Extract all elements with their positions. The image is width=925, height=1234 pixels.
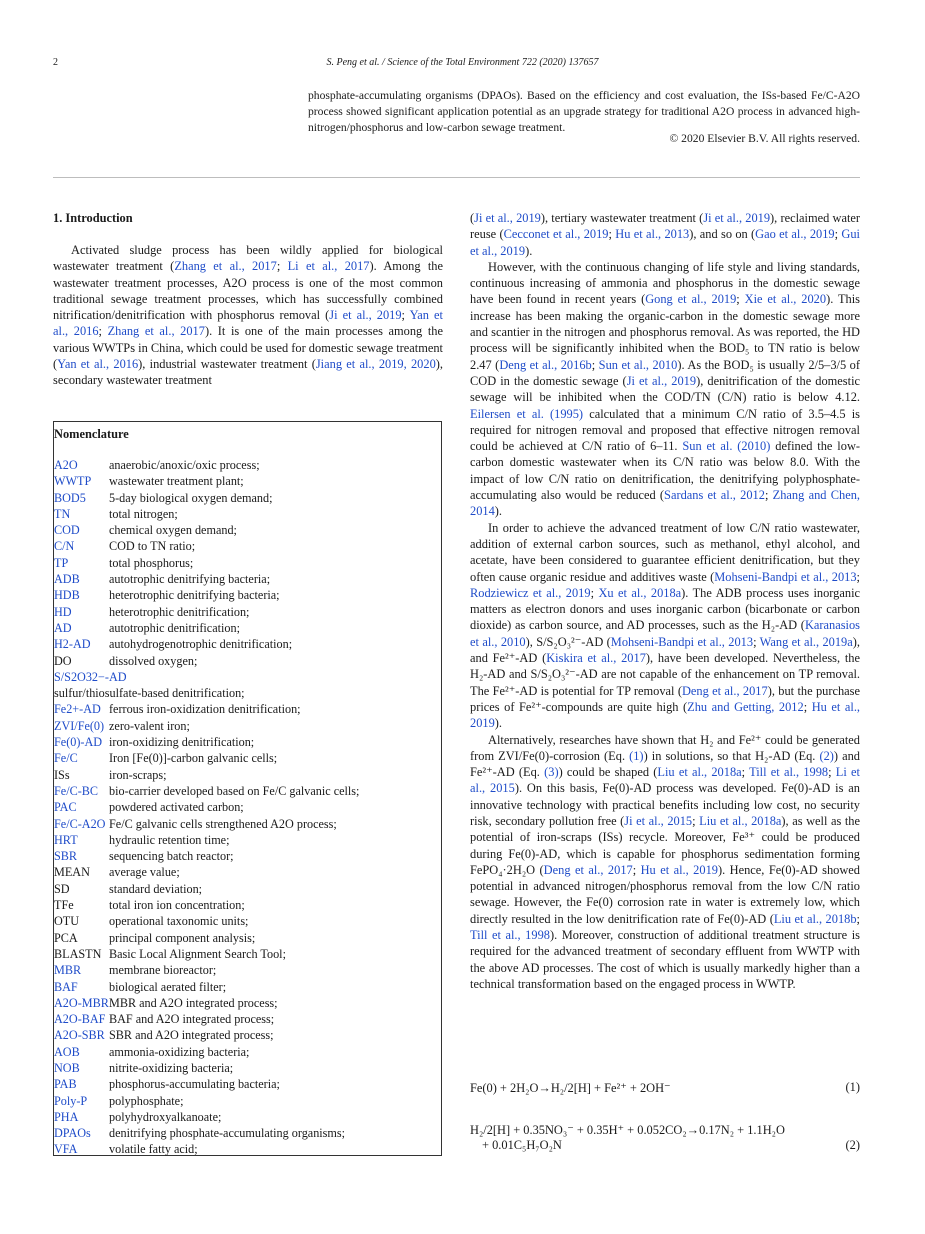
nomenclature-row xyxy=(54,1076,442,1092)
nomenclature-row xyxy=(54,653,442,669)
citation-link[interactable]: Gao et al., 2019 xyxy=(755,227,835,242)
nomenclature-row xyxy=(54,930,442,946)
nomenclature-abbr[interactable]: A2O-SBR xyxy=(54,1028,105,1043)
citation-link[interactable]: Zhang and Chen, 2014 xyxy=(470,488,860,519)
citation-link[interactable]: Mohseni-Bandpi et al., 2013 xyxy=(610,634,754,649)
nomenclature-definition: sulfur/thiosulfate-based denitrification; xyxy=(54,686,245,701)
intro-paragraph xyxy=(53,242,443,389)
citation-link[interactable]: Zhang et al., 2017 xyxy=(107,324,205,339)
nomenclature-abbr: BLASTN xyxy=(54,946,102,961)
nomenclature-row xyxy=(54,767,442,783)
citation-link[interactable]: Kiskira et al., 2017 xyxy=(546,651,646,666)
citation-link[interactable]: Hu et al., 2019 xyxy=(640,862,718,877)
nomenclature-definition: SBR and A2O integrated process; xyxy=(109,1028,274,1043)
body-text: calculated that a minimum C/N ratio of 3.5–4.5 is required for nitrogen removal and proposed that effective nitrogen removal could be achieved at C/N ratio of 6–11. xyxy=(470,406,861,454)
nomenclature-row xyxy=(54,636,442,652)
citation-link[interactable]: (1) xyxy=(629,748,644,763)
nomenclature-row xyxy=(54,979,442,995)
nomenclature-definition: Fe/C galvanic cells strengthened A2O process; xyxy=(109,816,337,831)
citation-link[interactable]: Yan et al., 2016 xyxy=(53,308,443,339)
citation-link[interactable]: Cecconet et al., 2019 xyxy=(503,227,609,242)
citation-link[interactable]: Jiang et al., 2019, 2020 xyxy=(315,357,436,372)
nomenclature-abbr[interactable]: Fe/C xyxy=(54,751,78,766)
nomenclature-definition: operational taxonomic units; xyxy=(109,914,249,929)
left-column xyxy=(53,242,443,389)
nomenclature-definition: powdered activated carbon; xyxy=(109,800,244,815)
body-text: ), and Fe²⁺-AD ( xyxy=(470,634,860,666)
body-text: ) could be shaped ( xyxy=(558,765,658,780)
body-text: ). xyxy=(494,716,503,731)
nomenclature-definition: average value; xyxy=(109,865,180,880)
citation-link[interactable]: Hu et al., 2019 xyxy=(470,699,861,731)
nomenclature-definition: principal component analysis; xyxy=(109,930,256,945)
nomenclature-abbr: TFe xyxy=(54,898,74,913)
citation-link[interactable]: Eilersen et al. (1995) xyxy=(470,406,584,421)
nomenclature-row xyxy=(54,913,442,929)
body-text: ), secondary wastewater treatment xyxy=(53,357,443,388)
citation-link[interactable]: Ji et al., 2019 xyxy=(329,308,402,323)
nomenclature-definition: MBR and A2O integrated process; xyxy=(109,995,278,1010)
citation-link[interactable]: Deng et al., 2017 xyxy=(681,683,768,698)
citation-link[interactable]: Ji et al., 2019 xyxy=(626,373,697,388)
nomenclature-row xyxy=(54,848,442,864)
nomenclature-row xyxy=(54,506,442,522)
nomenclature-definition: Iron [Fe(0)]-carbon galvanic cells; xyxy=(109,751,278,766)
nomenclature-abbr[interactable]: C/N xyxy=(54,539,75,554)
right-column xyxy=(470,210,860,992)
body-text: ; xyxy=(828,765,836,780)
body-text: ). As the BOD₅ is usually 2/5–3/5 of COD in the domestic sewage ( xyxy=(470,357,861,388)
body-text: ), have been developed. Nevertheless, the H₂-AD and S/S₂O₃²⁻-AD are not capable of the enhancement on TP removal. The Fe²⁺-AD is potential for TP removal ( xyxy=(470,651,860,698)
section-heading: 1. Introduction xyxy=(53,211,133,225)
page-number: 2 xyxy=(53,57,58,68)
citation-link[interactable]: Sardans et al., 2012 xyxy=(664,488,765,503)
nomenclature-definition: polyphosphate; xyxy=(109,1093,184,1108)
body-paragraph xyxy=(470,520,860,732)
body-text: ). On this basis, Fe(0)-AD process was developed. Fe(0)-AD is an innovative technology with practical benefits including low cost, no security risk, secondary pollution free ( xyxy=(470,781,860,828)
body-text: ). Moreover, construction of additional treatment structure is required for the advanced treatment of secondary effluent from WWTP with the above AD processes. The cost of which is usually markedly higher than a technical transformation based on the engaged process in WWTP. xyxy=(470,928,860,991)
body-text: ), reclaimed water reuse ( xyxy=(470,211,861,242)
nomenclature-abbr[interactable]: BOD5 xyxy=(54,490,86,505)
citation-link[interactable]: Liu et al., 2018a xyxy=(657,765,742,780)
nomenclature-row xyxy=(54,734,442,750)
body-paragraph: (Ji et al., 2019), tertiary wastewater treatment (Ji et al., 2019), reclaimed water reuse (Cecconet et al., 2019; Hu et al., 2013), and so on (Gao et al., 2019; Gui et al., 2019). xyxy=(470,211,861,258)
citation-link[interactable]: Gui et al., 2019 xyxy=(470,227,860,258)
body-text: Activated sludge process has been wildly applied for biological wastewater treatment ( xyxy=(53,243,443,274)
nomenclature-row xyxy=(54,1141,442,1157)
nomenclature-abbr: DO xyxy=(54,653,72,668)
nomenclature-definition: Basic Local Alignment Search Tool; xyxy=(109,946,286,961)
nomenclature-row xyxy=(54,538,442,554)
nomenclature-abbr[interactable]: TN xyxy=(54,506,71,521)
nomenclature-abbr[interactable]: HD xyxy=(54,604,72,619)
citation-link[interactable]: Till et al., 1998 xyxy=(470,928,550,943)
body-text: ; xyxy=(591,357,599,372)
nomenclature-row xyxy=(54,1109,442,1125)
citation-link[interactable]: Ji et al., 2019 xyxy=(474,211,541,225)
citation-link[interactable]: (3) xyxy=(544,765,559,780)
nomenclature-definition: bio-carrier developed based on Fe/C galvanic cells; xyxy=(109,783,360,798)
body-text: ), S/S₂O₃²⁻-AD ( xyxy=(525,634,611,649)
nomenclature-abbr[interactable]: MBR xyxy=(54,963,82,978)
nomenclature-abbr[interactable]: H2-AD xyxy=(54,637,91,652)
citation-link[interactable]: Li et al., 2015 xyxy=(470,765,860,796)
nomenclature-row xyxy=(54,1027,442,1043)
equation-2 xyxy=(470,1122,860,1153)
citation-link[interactable]: Till et al., 1998 xyxy=(749,765,829,780)
body-text: ; xyxy=(764,488,773,503)
body-text: ) and Fe²⁺-AD (Eq. xyxy=(470,748,860,780)
citation-link[interactable]: Liu et al., 2018a xyxy=(699,813,782,828)
body-text: In order to achieve the advanced treatment of low C/N ratio wastewater, addition of external carbon sources, such as methanol, ethyl alcohol, and acetate, have been considered to guarantee efficient denitrification, but they often cause organic residue and additives waste ( xyxy=(470,520,860,584)
nomenclature-definition: membrane bioreactor; xyxy=(109,963,217,978)
nomenclature-row xyxy=(54,604,442,620)
citation-link[interactable]: Rodziewicz et al., 2019 xyxy=(470,585,591,600)
nomenclature-definition: hydraulic retention time; xyxy=(109,832,230,847)
nomenclature-abbr[interactable]: HDB xyxy=(54,588,80,603)
nomenclature-definition: chemical oxygen demand; xyxy=(109,523,237,538)
equation-1-number: (1) xyxy=(845,1080,860,1094)
nomenclature-row xyxy=(54,701,442,717)
body-text: ; xyxy=(276,259,288,274)
nomenclature-abbr[interactable]: A2O xyxy=(54,458,78,472)
nomenclature-abbr[interactable]: DPAOs xyxy=(54,1126,91,1141)
nomenclature-list xyxy=(54,457,442,1158)
nomenclature-row xyxy=(54,522,442,538)
citation-link[interactable]: Deng et al., 2016b xyxy=(499,357,592,372)
nomenclature-abbr[interactable]: AD xyxy=(54,620,72,635)
body-text: ). The ADB process uses inorganic matters as electron donors and uses inorganic carbon (bicarbonate or carbon dioxide) as carbon source, and AD processes, such as the H₂-AD ( xyxy=(470,585,861,633)
citation-link[interactable]: Mohseni-Bandpi et al., 2013 xyxy=(714,569,857,584)
nomenclature-row xyxy=(54,816,442,832)
nomenclature-definition: heterotrophic denitrifying bacteria; xyxy=(109,588,280,603)
body-text: ; xyxy=(632,862,641,877)
nomenclature-abbr[interactable]: ZVI/Fe(0) xyxy=(54,718,105,733)
nomenclature-row xyxy=(54,1093,442,1109)
nomenclature-row xyxy=(54,473,442,489)
nomenclature-definition: ammonia-oxidizing bacteria; xyxy=(109,1044,250,1059)
body-text: ) in solutions, so that H₂-AD (Eq. xyxy=(643,748,820,763)
nomenclature-abbr[interactable]: AOB xyxy=(54,1044,80,1059)
citation-link[interactable]: Sun et al. (2010) xyxy=(682,439,771,454)
nomenclature-row xyxy=(54,669,442,702)
nomenclature-row xyxy=(54,832,442,848)
abstract-tail: phosphate-accumulating organisms (DPAOs). Based on the efficiency and cost evaluation, the ISs-based Fe/C-A2O process showed significant application potential as an upgrade strategy for traditional A2O process in advanced high-nitrogen/phosphorus and low-carbon sewage treatment. xyxy=(308,89,860,135)
nomenclature-definition: nitrite-oxidizing bacteria; xyxy=(109,1060,234,1075)
nomenclature-row xyxy=(54,1125,442,1141)
body-text: ). xyxy=(525,243,533,258)
citation-link[interactable]: Deng et al., 2017 xyxy=(543,862,633,877)
nomenclature-definition: biological aerated filter; xyxy=(109,979,227,994)
equation-2-continuation: + 0.01C₅H₇O₂N xyxy=(482,1138,562,1152)
body-text: ), but the purchase prices of Fe²⁺-compounds are quite high ( xyxy=(470,683,860,714)
nomenclature-definition: dissolved oxygen; xyxy=(109,653,198,668)
citation-link[interactable]: Ji et al., 2015 xyxy=(624,813,693,828)
body-text: ; xyxy=(753,634,760,649)
nomenclature-row xyxy=(54,783,442,799)
nomenclature-definition: total phosphorus; xyxy=(109,555,194,570)
body-text: ; xyxy=(856,911,860,926)
nomenclature-row xyxy=(54,620,442,636)
citation-link[interactable]: Yan et al., 2016 xyxy=(57,357,139,372)
nomenclature-definition: volatile fatty acid; xyxy=(109,1142,198,1157)
body-text: ), as well as the potential of iron-scraps (ISs) recycle. Moreover, Fe³⁺ could be produced during Fe(0)-AD, which is capable for phosphorus sedimentation forming FePO₄·2H₂O ( xyxy=(470,813,860,877)
nomenclature-abbr[interactable]: PAB xyxy=(54,1077,77,1092)
nomenclature-abbr[interactable]: NOB xyxy=(54,1060,80,1075)
nomenclature-abbr[interactable]: SBR xyxy=(54,849,78,864)
nomenclature-row xyxy=(54,946,442,962)
nomenclature-row xyxy=(54,962,442,978)
nomenclature-definition: zero-valent iron; xyxy=(109,718,190,733)
citation-link[interactable]: Zhang et al., 2017 xyxy=(174,259,277,274)
nomenclature-abbr[interactable]: S/S2O32−-AD xyxy=(54,669,127,684)
body-text: ). This increase has been making the organic-carbon in the domestic sewage more and scantier in the nitrogen and phosphorus removal. As was reported, the HD process will be significantly inhibited when the BOD₅ to TN ratio is below 2.47 ( xyxy=(470,292,860,372)
nomenclature-abbr: OTU xyxy=(54,914,80,929)
nomenclature-definition: total iron ion concentration; xyxy=(109,898,245,913)
body-text: However, with the continuous changing of life style and living standards, continuous increasing of ammonia and phosphorus in the domestic sewage have been found in recent years ( xyxy=(470,259,860,307)
nomenclature-definition: autohydrogenotrophic denitrification; xyxy=(109,637,293,652)
equation-1-text: Fe(0) + 2H₂O→H₂/2[H] + Fe²⁺ + 2OH⁻ xyxy=(470,1081,671,1095)
nomenclature-row xyxy=(54,555,442,571)
body-text: ). xyxy=(494,504,503,519)
nomenclature-row xyxy=(54,799,442,815)
nomenclature-title: Nomenclature xyxy=(54,427,129,441)
nomenclature-abbr[interactable]: Fe/C-A2O xyxy=(54,816,106,831)
nomenclature-abbr: ISs xyxy=(54,767,70,782)
nomenclature-definition: ferrous iron-oxidization denitrification; xyxy=(109,702,301,717)
nomenclature-row xyxy=(54,587,442,603)
nomenclature-row xyxy=(54,1044,442,1060)
body-text: ; xyxy=(856,569,860,584)
body-text: ; xyxy=(692,813,700,828)
nomenclature-abbr: SD xyxy=(54,881,70,896)
nomenclature-abbr[interactable]: Fe2+-AD xyxy=(54,702,101,717)
nomenclature-abbr[interactable]: HRT xyxy=(54,832,78,847)
nomenclature-abbr[interactable]: Poly-P xyxy=(54,1093,88,1108)
nomenclature-definition: 5-day biological oxygen demand; xyxy=(109,490,273,505)
citation-link[interactable]: Xie et al., 2020 xyxy=(744,292,827,307)
nomenclature-row xyxy=(54,571,442,587)
citation-link[interactable]: Xu et al., 2018a xyxy=(598,585,682,600)
nomenclature-row xyxy=(54,1060,442,1076)
equation-2-number: (2) xyxy=(845,1138,860,1152)
running-header: S. Peng et al. / Science of the Total Environment 722 (2020) 137657 xyxy=(326,57,599,68)
body-text: ), tertiary wastewater treatment ( xyxy=(540,211,704,225)
citation-link[interactable]: Ji et al., 2019 xyxy=(703,211,771,225)
nomenclature-definition: COD to TN ratio; xyxy=(109,539,196,554)
nomenclature-box xyxy=(53,421,442,1156)
citation-link[interactable]: Li et al., 2017 xyxy=(287,259,370,274)
nomenclature-row xyxy=(54,718,442,734)
nomenclature-definition: phosphorus-accumulating bacteria; xyxy=(109,1077,280,1092)
equation-1 xyxy=(470,1080,860,1096)
citation-link[interactable]: Zhu and Getting, 2012 xyxy=(687,699,804,714)
nomenclature-abbr[interactable]: COD xyxy=(54,523,80,538)
citation-link[interactable]: Liu et al., 2018b xyxy=(773,911,857,926)
nomenclature-definition: autotrophic denitrifying bacteria; xyxy=(109,572,271,587)
nomenclature-abbr: PCA xyxy=(54,930,78,945)
body-text: Alternatively, researches have shown that H₂ and Fe²⁺ could be generated from ZVI/Fe(0)-corrosion (Eq. xyxy=(470,732,860,763)
citation-link[interactable]: Karanasios et al., 2010 xyxy=(470,618,860,649)
equation-2-text: H₂/2[H] + 0.35NO₃⁻ + 0.35H⁺ + 0.052CO₂→0.17N₂ + 1.1H₂O xyxy=(470,1123,785,1137)
nomenclature-abbr[interactable]: ADB xyxy=(54,572,80,587)
nomenclature-row xyxy=(54,750,442,766)
nomenclature-row xyxy=(54,881,442,897)
nomenclature-definition: BAF and A2O integrated process; xyxy=(109,1012,275,1027)
nomenclature-definition: sequencing batch reactor; xyxy=(109,849,234,864)
nomenclature-row xyxy=(54,490,442,506)
body-text: ). It is one of the main processes among the various WWTPs in China, which could be used for domestic sewage treatment ( xyxy=(53,324,443,372)
citation-link[interactable]: (2) xyxy=(819,748,834,763)
nomenclature-definition: iron-oxidizing denitrification; xyxy=(109,735,255,750)
body-text: ; xyxy=(590,585,599,600)
nomenclature-row xyxy=(54,897,442,913)
body-text: ; xyxy=(741,765,750,780)
nomenclature-abbr[interactable]: WWTP xyxy=(54,474,92,489)
citation-link[interactable]: Hu et al., 2013 xyxy=(615,227,690,242)
nomenclature-row xyxy=(54,864,442,880)
nomenclature-abbr[interactable]: BAF xyxy=(54,979,78,994)
body-text: defined the low-carbon domestic wastewater when its C/N ratio was below 8.0. With the impact of low C/N ratio on denitrification, the denitrifying polyphosphate-accumulating also would be reduced ( xyxy=(470,439,861,503)
copyright: © 2020 Elsevier B.V. All rights reserved. xyxy=(669,132,860,145)
nomenclature-abbr[interactable]: A2O-MBR xyxy=(54,995,109,1010)
nomenclature-definition: iron-scraps; xyxy=(109,767,167,782)
nomenclature-abbr[interactable]: TP xyxy=(54,555,69,570)
body-text: ; xyxy=(803,699,812,714)
citation-link[interactable]: Gong et al., 2019 xyxy=(645,292,737,307)
nomenclature-definition: total nitrogen; xyxy=(109,506,178,521)
nomenclature-definition: standard deviation; xyxy=(109,881,203,896)
divider xyxy=(53,177,860,178)
body-text: ), and so on ( xyxy=(689,227,756,242)
nomenclature-row xyxy=(54,1011,442,1027)
nomenclature-abbr[interactable]: Fe/C-BC xyxy=(54,783,99,798)
body-text: ). Hence, Fe(0)-AD showed potential in advanced nitrogen/phosphorus removal from the low C/N ratio sewage. However, the Fe(0) corrosion rate in water is extremely low, which directly resulted in the low denitrification rate of Fe(0)-AD ( xyxy=(470,862,860,926)
body-text: ), denitrification of the domestic sewage will be inhibited when the COD/TN (C/N) ratio is below 4.12. xyxy=(470,373,861,405)
body-paragraph xyxy=(470,259,860,520)
nomenclature-abbr[interactable]: PAC xyxy=(54,800,77,815)
body-text: ). Among the wastewater treatment processes, A2O process is one of the most common traditional sewage treatment processes, which has successfully combined nitrification/denitrification with phosphorus removal ( xyxy=(53,259,443,323)
nomenclature-abbr[interactable]: A2O-BAF xyxy=(54,1012,106,1027)
nomenclature-definition: autotrophic denitrification; xyxy=(109,620,240,635)
nomenclature-abbr: MEAN xyxy=(54,865,90,880)
nomenclature-abbr[interactable]: VFA xyxy=(54,1142,78,1157)
body-text: ; xyxy=(608,227,616,242)
nomenclature-definition: denitrifying phosphate-accumulating organisms; xyxy=(109,1126,346,1141)
nomenclature-abbr[interactable]: PHA xyxy=(54,1109,79,1124)
nomenclature-definition: wastewater treatment plant; xyxy=(109,474,244,489)
citation-link[interactable]: Wang et al., 2019a xyxy=(759,634,853,649)
body-text: ; xyxy=(736,292,745,307)
body-text: ), industrial wastewater treatment ( xyxy=(138,357,316,372)
nomenclature-row xyxy=(54,995,442,1011)
body-text: ; xyxy=(834,227,842,242)
nomenclature-abbr[interactable]: Fe(0)-AD xyxy=(54,735,103,750)
body-text: ; xyxy=(401,308,410,323)
body-text: ; xyxy=(98,324,108,339)
nomenclature-definition: anaerobic/anoxic/oxic process; xyxy=(109,458,260,472)
body-paragraph xyxy=(470,732,860,993)
citation-link[interactable]: Sun et al., 2010 xyxy=(598,357,678,372)
nomenclature-definition: heterotrophic denitrification; xyxy=(109,604,250,619)
nomenclature-definition: polyhydroxyalkanoate; xyxy=(109,1109,222,1124)
nomenclature-row xyxy=(54,457,442,473)
